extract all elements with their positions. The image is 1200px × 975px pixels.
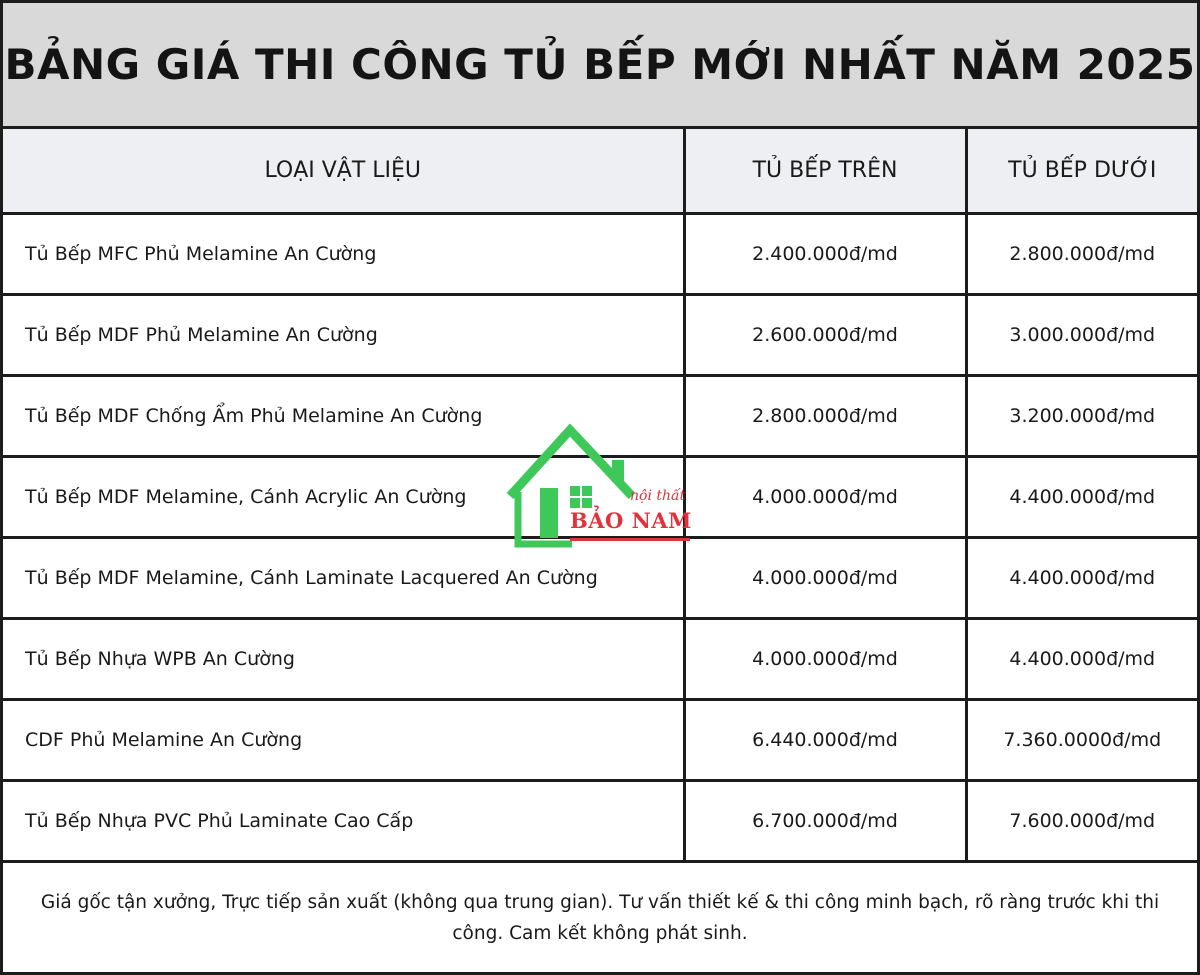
- material-cell: Tủ Bếp Nhựa PVC Phủ Laminate Cao Cấp: [3, 780, 684, 861]
- logo-brand-name: BẢO NAM: [570, 508, 692, 533]
- upper-price-cell: 6.700.000đ/md: [684, 780, 966, 861]
- logo-tagline: nội thất: [630, 488, 686, 504]
- footer-note: Giá gốc tận xưởng, Trực tiếp sản xuất (không qua trung gian). Tư vấn thiết kế & thi công minh bạch, rõ ràng trước khi thi công. Cam kết không phát sinh.: [40, 891, 1160, 944]
- material-cell: Tủ Bếp MDF Phủ Melamine An Cường: [3, 294, 684, 375]
- upper-price-cell: 2.800.000đ/md: [684, 375, 966, 456]
- upper-price-cell: 4.000.000đ/md: [684, 537, 966, 618]
- table-row: [3, 780, 1197, 861]
- table-row: [3, 699, 1197, 780]
- upper-price-cell: 4.000.000đ/md: [684, 618, 966, 699]
- column-header-upper-cabinet: TỦ BẾP TRÊN: [684, 129, 966, 213]
- material-cell: Tủ Bếp MDF Melamine, Cánh Acrylic An Cường: [3, 456, 684, 537]
- column-header-lower-cabinet: TỦ BẾP DƯỚI: [966, 129, 1197, 213]
- brand-logo: [504, 424, 694, 550]
- material-cell: Tủ Bếp MDF Melamine, Cánh Laminate Lacquered An Cường: [3, 537, 684, 618]
- upper-price-cell: 2.600.000đ/md: [684, 294, 966, 375]
- lower-price-cell: 7.600.000đ/md: [966, 780, 1197, 861]
- lower-price-cell: 3.000.000đ/md: [966, 294, 1197, 375]
- column-header-material: LOẠI VẬT LIỆU: [3, 129, 684, 213]
- upper-price-cell: 2.400.000đ/md: [684, 213, 966, 294]
- material-cell: Tủ Bếp MDF Chống Ẩm Phủ Melamine An Cường: [3, 375, 684, 456]
- material-cell: CDF Phủ Melamine An Cường: [3, 699, 684, 780]
- material-cell: Tủ Bếp MFC Phủ Melamine An Cường: [3, 213, 684, 294]
- upper-price-cell: 6.440.000đ/md: [684, 699, 966, 780]
- lower-price-cell: 7.360.0000đ/md: [966, 699, 1197, 780]
- lower-price-cell: 3.200.000đ/md: [966, 375, 1197, 456]
- table-header-row: [3, 129, 1197, 213]
- lower-price-cell: 4.400.000đ/md: [966, 456, 1197, 537]
- title-bar: [3, 3, 1197, 129]
- lower-price-cell: 4.400.000đ/md: [966, 618, 1197, 699]
- table-row: [3, 618, 1197, 699]
- table-row: [3, 294, 1197, 375]
- lower-price-cell: 4.400.000đ/md: [966, 537, 1197, 618]
- material-cell: Tủ Bếp Nhựa WPB An Cường: [3, 618, 684, 699]
- upper-price-cell: 4.000.000đ/md: [684, 456, 966, 537]
- lower-price-cell: 2.800.000đ/md: [966, 213, 1197, 294]
- page-title: BẢNG GIÁ THI CÔNG TỦ BẾP MỚI NHẤT NĂM 2025: [4, 40, 1196, 89]
- table-row: [3, 213, 1197, 294]
